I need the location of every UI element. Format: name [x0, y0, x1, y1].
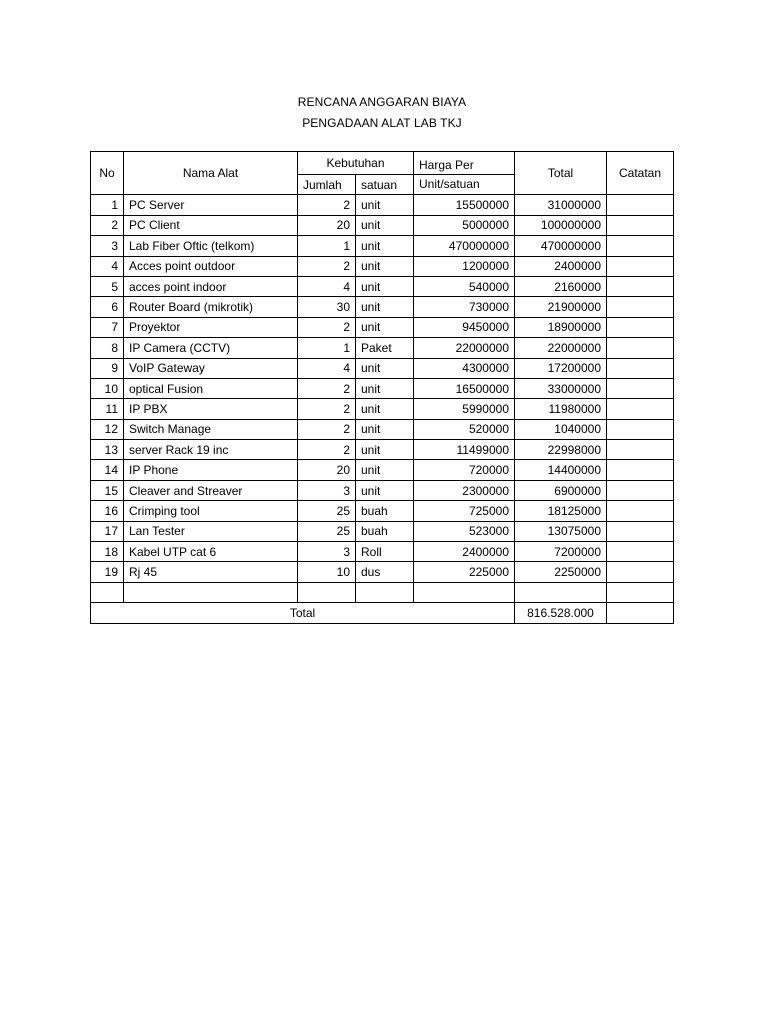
table-row	[91, 236, 674, 256]
cell-no: 1	[91, 195, 124, 215]
cell-harga: 730000	[414, 297, 515, 317]
cell-jumlah: 4	[298, 358, 356, 378]
cell-harga: 11499000	[414, 440, 515, 460]
cell-catatan	[607, 317, 674, 337]
cell-jumlah: 1	[298, 338, 356, 358]
table-body	[91, 195, 674, 603]
cell-nama-alat: Router Board (mikrotik)	[124, 297, 298, 317]
cell-nama-alat: PC Server	[124, 195, 298, 215]
cell-catatan	[607, 338, 674, 358]
cell-satuan: unit	[356, 256, 414, 276]
cell-total: 21900000	[515, 297, 607, 317]
cell-total: 7200000	[515, 542, 607, 562]
table-row	[91, 501, 674, 521]
cell-no: 9	[91, 358, 124, 378]
document-subtitle: PENGADAAN ALAT LAB TKJ	[302, 116, 462, 130]
table-row	[91, 276, 674, 296]
cell-catatan	[607, 480, 674, 500]
cell-nama-alat: Acces point outdoor	[124, 256, 298, 276]
header-satuan: satuan	[356, 175, 414, 195]
cell-nama-alat: Switch Manage	[124, 419, 298, 439]
cell-total: 17200000	[515, 358, 607, 378]
cell-total: 470000000	[515, 236, 607, 256]
empty-cell	[124, 582, 298, 602]
cell-no: 13	[91, 440, 124, 460]
cell-harga: 720000	[414, 460, 515, 480]
cell-satuan: buah	[356, 521, 414, 541]
grand-total-value: 816.528.000	[515, 603, 607, 623]
cell-harga: 523000	[414, 521, 515, 541]
table-row	[91, 338, 674, 358]
cell-jumlah: 25	[298, 521, 356, 541]
cell-satuan: unit	[356, 236, 414, 256]
table-row	[91, 521, 674, 541]
cell-catatan	[607, 378, 674, 398]
cell-no: 12	[91, 419, 124, 439]
cell-no: 18	[91, 542, 124, 562]
cell-catatan	[607, 460, 674, 480]
cell-nama-alat: optical Fusion	[124, 378, 298, 398]
cell-satuan: unit	[356, 399, 414, 419]
table-row	[91, 399, 674, 419]
table-row	[91, 215, 674, 235]
table-row	[91, 297, 674, 317]
cell-satuan: unit	[356, 358, 414, 378]
cell-jumlah: 2	[298, 440, 356, 460]
table-footer	[91, 603, 674, 623]
cell-satuan: buah	[356, 501, 414, 521]
cell-jumlah: 3	[298, 480, 356, 500]
header-nama-alat: Nama Alat	[124, 152, 298, 195]
total-row	[91, 603, 674, 623]
document-title: RENCANA ANGGARAN BIAYA	[297, 95, 467, 109]
cell-satuan: unit	[356, 378, 414, 398]
cell-harga: 725000	[414, 501, 515, 521]
table-row	[91, 378, 674, 398]
cell-total: 11980000	[515, 399, 607, 419]
cell-total: 1040000	[515, 419, 607, 439]
cell-total: 6900000	[515, 480, 607, 500]
cell-nama-alat: Crimping tool	[124, 501, 298, 521]
cell-no: 8	[91, 338, 124, 358]
cell-no: 6	[91, 297, 124, 317]
cell-jumlah: 2	[298, 256, 356, 276]
cell-total: 18125000	[515, 501, 607, 521]
cell-nama-alat: IP Camera (CCTV)	[124, 338, 298, 358]
cell-harga: 4300000	[414, 358, 515, 378]
header-harga-per: Harga Per	[414, 152, 515, 175]
cell-catatan	[607, 562, 674, 582]
cell-total: 2250000	[515, 562, 607, 582]
cell-jumlah: 2	[298, 195, 356, 215]
header-no: No	[91, 152, 124, 195]
cell-nama-alat: VoIP Gateway	[124, 358, 298, 378]
cell-no: 15	[91, 480, 124, 500]
cell-nama-alat: Kabel UTP cat 6	[124, 542, 298, 562]
empty-cell	[515, 582, 607, 602]
cell-satuan: unit	[356, 419, 414, 439]
table-row	[91, 419, 674, 439]
cell-harga: 9450000	[414, 317, 515, 337]
cell-no: 4	[91, 256, 124, 276]
table-header	[91, 152, 674, 195]
cell-harga: 225000	[414, 562, 515, 582]
cell-nama-alat: Lan Tester	[124, 521, 298, 541]
cell-satuan: Roll	[356, 542, 414, 562]
empty-cell	[607, 582, 674, 602]
cell-catatan	[607, 440, 674, 460]
cell-nama-alat: server Rack 19 inc	[124, 440, 298, 460]
cell-jumlah: 2	[298, 378, 356, 398]
cell-harga: 470000000	[414, 236, 515, 256]
cell-catatan	[607, 195, 674, 215]
cell-catatan	[607, 399, 674, 419]
cell-no: 16	[91, 501, 124, 521]
cell-total: 31000000	[515, 195, 607, 215]
cell-satuan: unit	[356, 215, 414, 235]
cell-nama-alat: Proyektor	[124, 317, 298, 337]
header-unit-satuan: Unit/satuan	[414, 175, 515, 195]
cell-satuan: unit	[356, 460, 414, 480]
cell-harga: 15500000	[414, 195, 515, 215]
cell-no: 17	[91, 521, 124, 541]
cell-no: 10	[91, 378, 124, 398]
header-kebutuhan: Kebutuhan	[298, 152, 414, 175]
cell-no: 7	[91, 317, 124, 337]
cell-total: 100000000	[515, 215, 607, 235]
cell-jumlah: 30	[298, 297, 356, 317]
cell-satuan: unit	[356, 317, 414, 337]
cell-nama-alat: IP PBX	[124, 399, 298, 419]
cell-harga: 5000000	[414, 215, 515, 235]
cell-satuan: dus	[356, 562, 414, 582]
cell-nama-alat: Cleaver and Streaver	[124, 480, 298, 500]
cell-harga: 520000	[414, 419, 515, 439]
empty-cell	[414, 582, 515, 602]
cell-catatan	[607, 297, 674, 317]
cell-jumlah: 2	[298, 399, 356, 419]
cell-no: 5	[91, 276, 124, 296]
cell-catatan	[607, 256, 674, 276]
table-row	[91, 480, 674, 500]
budget-table	[90, 151, 674, 624]
empty-row	[91, 582, 674, 602]
cell-no: 19	[91, 562, 124, 582]
cell-nama-alat: acces point indoor	[124, 276, 298, 296]
cell-harga: 1200000	[414, 256, 515, 276]
header-jumlah: Jumlah	[298, 175, 356, 195]
cell-jumlah: 20	[298, 460, 356, 480]
cell-catatan	[607, 501, 674, 521]
cell-jumlah: 2	[298, 419, 356, 439]
cell-harga: 2300000	[414, 480, 515, 500]
cell-harga: 22000000	[414, 338, 515, 358]
cell-jumlah: 2	[298, 317, 356, 337]
cell-nama-alat: IP Phone	[124, 460, 298, 480]
cell-total: 13075000	[515, 521, 607, 541]
cell-harga: 540000	[414, 276, 515, 296]
table-row	[91, 317, 674, 337]
cell-nama-alat: Lab Fiber Oftic (telkom)	[124, 236, 298, 256]
cell-total: 14400000	[515, 460, 607, 480]
empty-cell	[91, 582, 124, 602]
empty-cell	[356, 582, 414, 602]
cell-total: 2160000	[515, 276, 607, 296]
cell-jumlah: 25	[298, 501, 356, 521]
cell-total: 22000000	[515, 338, 607, 358]
cell-jumlah: 20	[298, 215, 356, 235]
cell-nama-alat: Rj 45	[124, 562, 298, 582]
cell-harga: 2400000	[414, 542, 515, 562]
cell-catatan	[607, 521, 674, 541]
cell-satuan: unit	[356, 276, 414, 296]
cell-satuan: unit	[356, 440, 414, 460]
cell-nama-alat: PC Client	[124, 215, 298, 235]
table-row	[91, 542, 674, 562]
cell-satuan: Paket	[356, 338, 414, 358]
empty-cell	[298, 582, 356, 602]
cell-jumlah: 3	[298, 542, 356, 562]
cell-catatan	[607, 358, 674, 378]
cell-no: 11	[91, 399, 124, 419]
table-row	[91, 195, 674, 215]
cell-harga: 16500000	[414, 378, 515, 398]
cell-jumlah: 4	[298, 276, 356, 296]
table-row	[91, 358, 674, 378]
cell-catatan	[607, 236, 674, 256]
cell-catatan	[607, 542, 674, 562]
cell-no: 3	[91, 236, 124, 256]
total-catatan-cell	[607, 603, 674, 623]
cell-catatan	[607, 419, 674, 439]
cell-harga: 5990000	[414, 399, 515, 419]
cell-catatan	[607, 215, 674, 235]
table-row	[91, 562, 674, 582]
cell-jumlah: 10	[298, 562, 356, 582]
header-total: Total	[515, 152, 607, 195]
cell-total: 18900000	[515, 317, 607, 337]
cell-no: 2	[91, 215, 124, 235]
cell-jumlah: 1	[298, 236, 356, 256]
table-row	[91, 440, 674, 460]
table-row	[91, 256, 674, 276]
cell-total: 33000000	[515, 378, 607, 398]
cell-catatan	[607, 276, 674, 296]
cell-satuan: unit	[356, 297, 414, 317]
total-label: Total	[91, 603, 515, 623]
cell-total: 22998000	[515, 440, 607, 460]
table-row	[91, 460, 674, 480]
cell-satuan: unit	[356, 195, 414, 215]
cell-no: 14	[91, 460, 124, 480]
header-catatan: Catatan	[607, 152, 674, 195]
cell-satuan: unit	[356, 480, 414, 500]
cell-total: 2400000	[515, 256, 607, 276]
